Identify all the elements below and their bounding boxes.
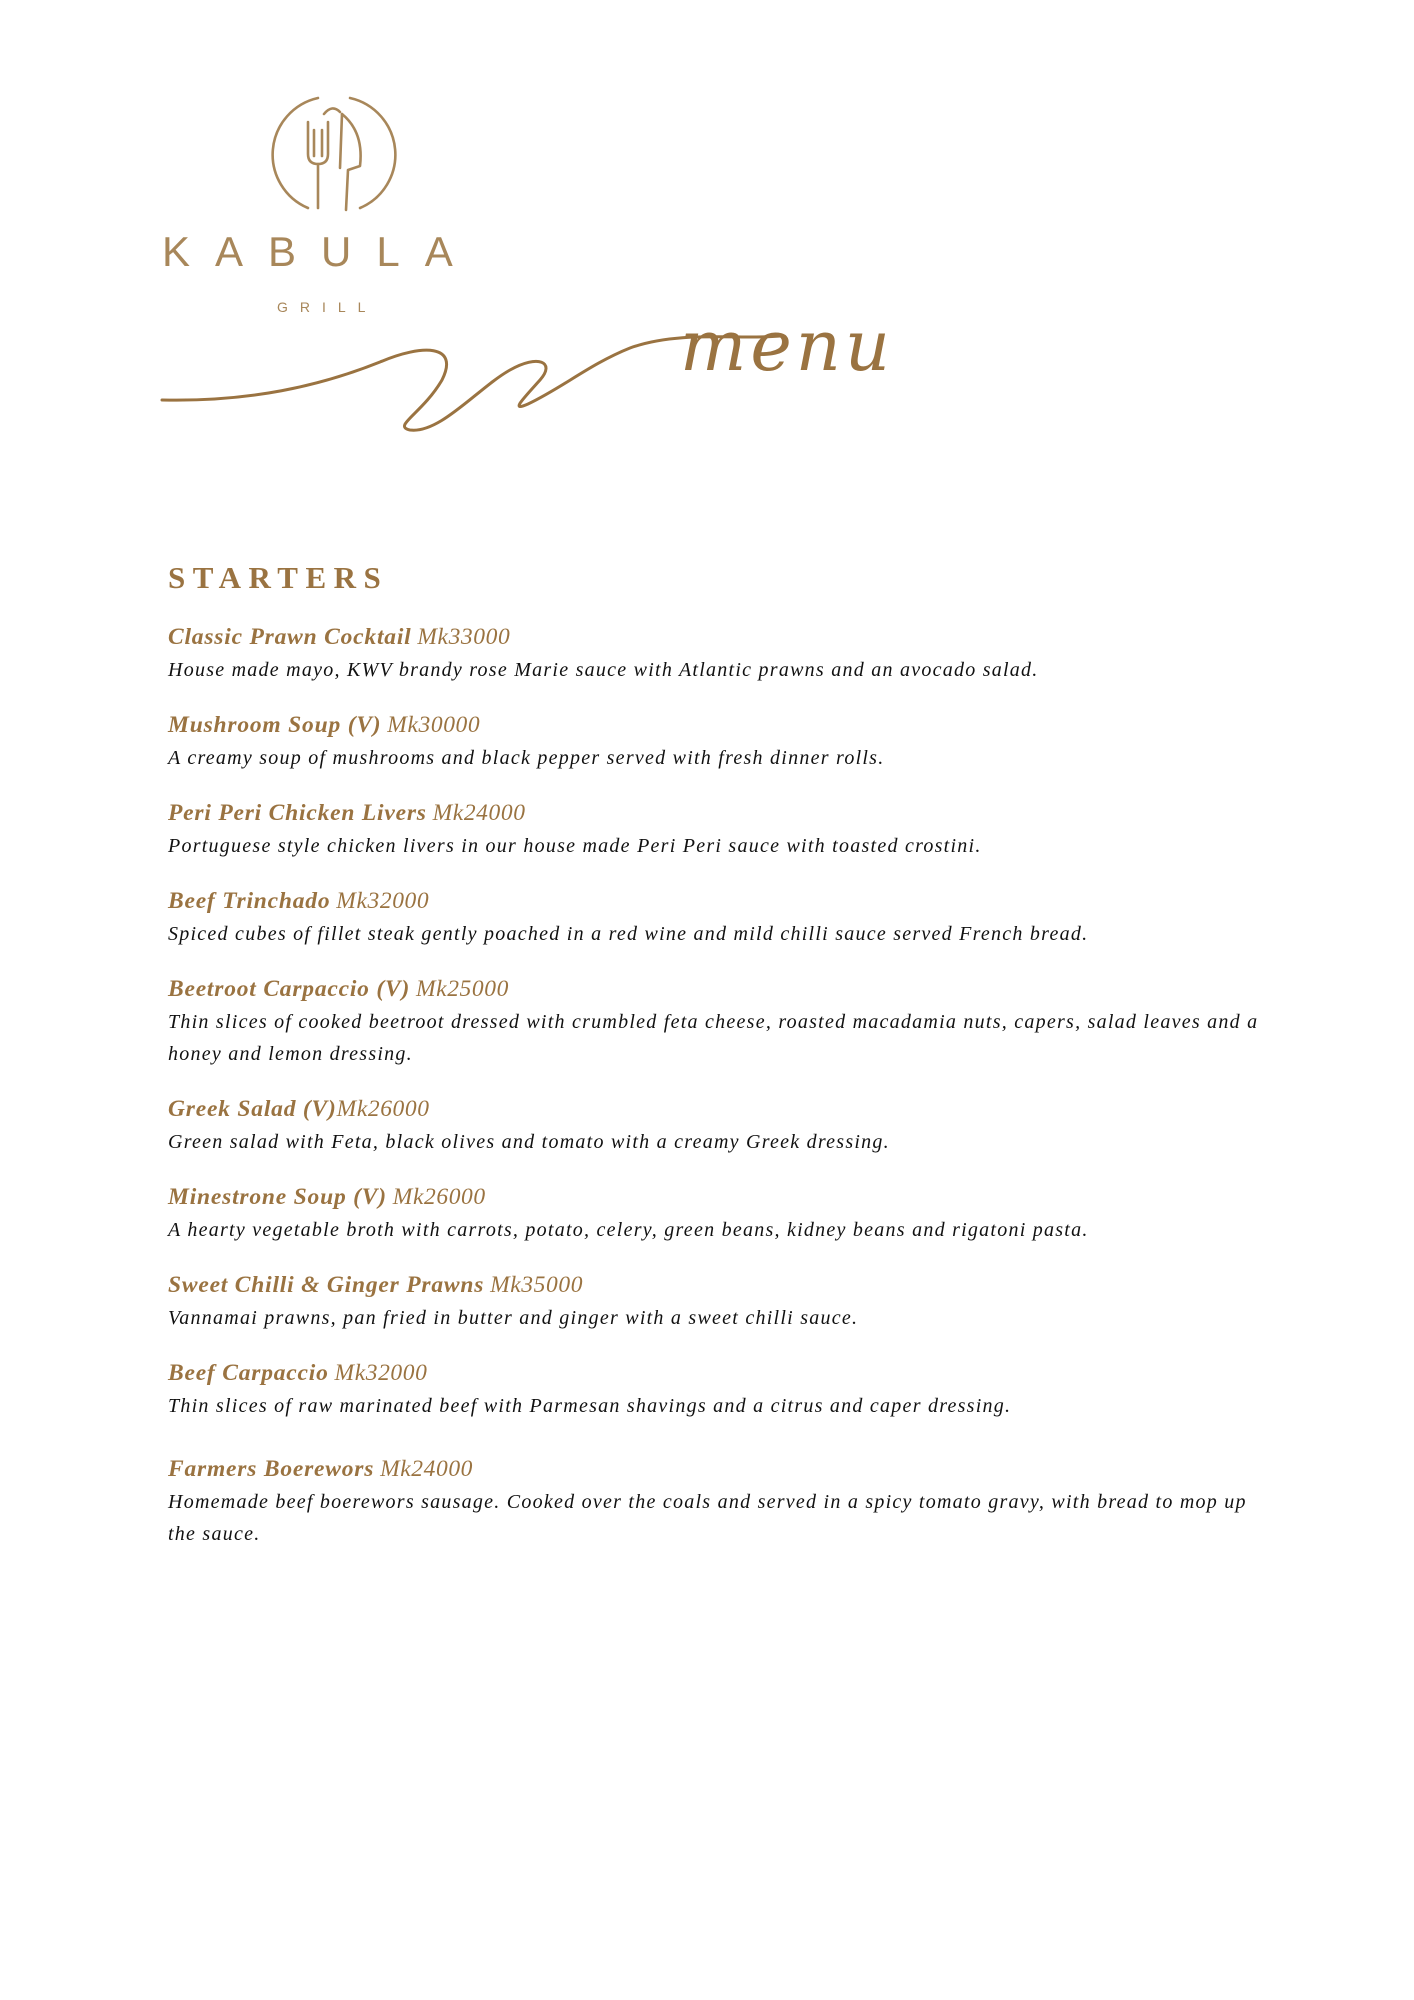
menu-item [168,1180,1278,1246]
menu-item [168,708,1278,774]
menu-item-name: Beef Carpaccio [168,1360,329,1386]
brand-name: KABULA [162,228,478,275]
menu-item-price: Mk30000 [387,712,481,738]
menu-item-price: Mk26000 [392,1184,486,1210]
menu-item [168,1268,1278,1334]
brand-subtitle: GRILL [277,299,378,315]
menu-item-price: Mk24000 [432,800,526,826]
menu-item-name: Farmers Boerewors [168,1456,375,1482]
menu-item-name: Minestrone Soup (V) [168,1184,387,1210]
menu-item-price: Mk24000 [380,1456,474,1482]
menu-item-name: Greek Salad (V) [168,1096,337,1122]
menu-item [168,1092,1278,1158]
menu-item-description: A hearty vegetable broth with carrots, potato, celery, green beans, kidney beans and rigatoni pasta. [168,1219,1089,1241]
menu-item-description: Homemade beef boerewors sausage. Cooked over the coals and served in a spicy tomato gravy, with bread to mop up the sauce. [168,1491,1247,1545]
menu-item [168,1452,1278,1550]
menu-item-price: Mk26000 [336,1096,430,1122]
menu-item [168,1356,1278,1422]
menu-item [168,972,1278,1070]
menu-item [168,796,1278,862]
menu-item-price: Mk35000 [490,1272,584,1298]
menu-item-description: Thin slices of raw marinated beef with Parmesan shavings and a citrus and caper dressing. [168,1395,1012,1417]
menu-item-description: Spiced cubes of fillet steak gently poached in a red wine and mild chilli sauce served French bread. [168,923,1089,945]
menu-item-name: Classic Prawn Cocktail [168,624,412,650]
menu-item-name: Beetroot Carpaccio (V) [168,976,411,1002]
menu-item-description: Vannamai prawns, pan fried in butter and ginger with a sweet chilli sauce. [168,1307,859,1329]
menu-item-description: Portuguese style chicken livers in our house made Peri Peri sauce with toasted crostini. [168,835,982,857]
starters-menu-list [168,620,1278,1572]
menu-item-description: Green salad with Feta, black olives and tomato with a creamy Greek dressing. [168,1131,890,1153]
menu-item-price: Mk33000 [417,624,511,650]
menu-item [168,884,1278,950]
menu-item-description: A creamy soup of mushrooms and black pepper served with fresh dinner rolls. [168,747,885,769]
menu-item-price: Mk32000 [334,1360,428,1386]
menu-item [168,620,1278,686]
menu-item-name: Mushroom Soup (V) [168,712,382,738]
menu-item-name: Beef Trinchado [168,888,331,914]
menu-item-name: Sweet Chilli & Ginger Prawns [168,1272,485,1298]
menu-script-flourish [160,322,1060,442]
menu-item-price: Mk32000 [336,888,430,914]
menu-item-description: Thin slices of cooked beetroot dressed with crumbled feta cheese, roasted macadamia nuts, capers, salad leaves and a honey and lemon dressing. [168,1011,1259,1065]
menu-item-price: Mk25000 [416,976,509,1002]
fork-and-knife-in-circle-icon [268,92,398,214]
menu-script-title: menu [680,322,894,387]
menu-item-name: Peri Peri Chicken Livers [168,800,427,826]
menu-item-description: House made mayo, KWV brandy rose Marie sauce with Atlantic prawns and an avocado salad. [168,659,1039,681]
section-title-starters: STARTERS [168,560,389,595]
